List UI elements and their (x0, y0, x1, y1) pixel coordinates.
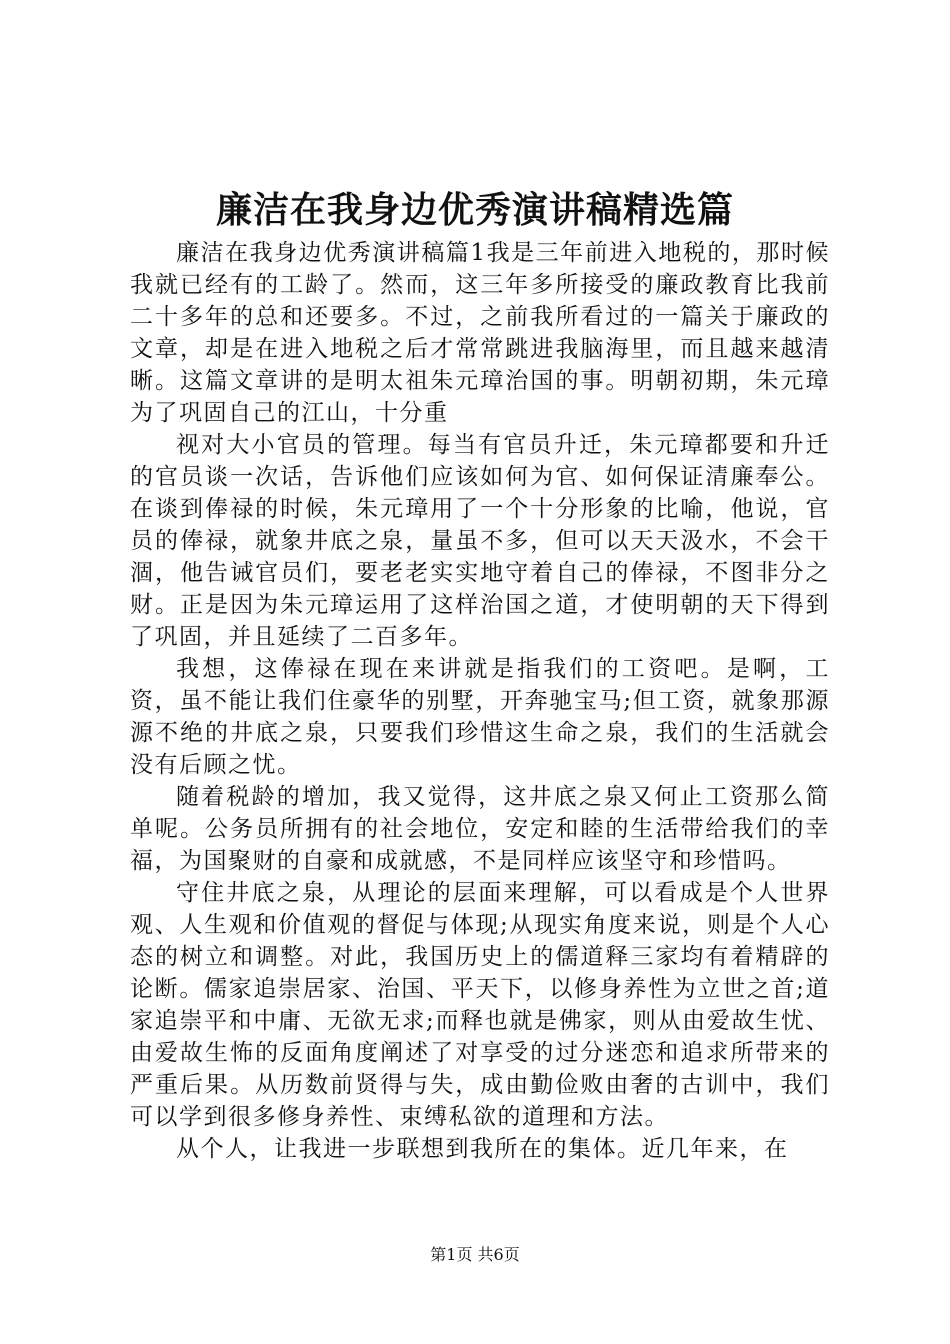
page-footer: 第1页 共6页 (430, 1245, 520, 1264)
document-title: 廉洁在我身边优秀演讲稿精选篇 (215, 189, 734, 231)
paragraph-1: 廉洁在我身边优秀演讲稿篇1我是三年前进入地税的，那时候我就已经有的工龄了。然而，这三年多所接受的廉政教育比我前二十多年的总和还要多。不过，之前我所看过的一篇关于廉政的文章，却是在进入地税之后才常常跳进我脑海里，而且越来越清晰。这篇文章讲的是明太祖朱元璋治国的事。明朝初期，朱元璋为了巩固自己的江山，十分重 (130, 240, 830, 426)
paragraph-6: 从个人，让我进一步联想到我所在的集体。近几年来，在 (176, 1136, 789, 1162)
paragraph-3: 我想，这俸禄在现在来讲就是指我们的工资吧。是啊，工资，虽不能让我们住豪华的别墅，开奔驰宝马;但工资，就象那源源不绝的井底之泉，只要我们珍惜这生命之泉，我们的生活就会没有后顾之忧。 (130, 656, 830, 778)
paragraph-5: 守住井底之泉，从理论的层面来理解，可以看成是个人世界观、人生观和价值观的督促与体现;从现实角度来说，则是个人心态的树立和调整。对此，我国历史上的儒道释三家均有着精辟的论断。儒家追崇居家、治国、平天下，以修身养性为立世之首;道家追崇平和中庸、无欲无求;而释也就是佛家，则从由爱故生忧、由爱故生怖的反面角度阐述了对享受的过分迷恋和追求所带来的严重后果。从历数前贤得与失，成由勤俭败由奢的古训中，我们可以学到很多修身养性、束缚私欲的道理和方法。 (130, 880, 830, 1130)
document-body (130, 237, 830, 1165)
paragraph-2: 视对大小官员的管理。每当有官员升迁，朱元璋都要和升迁的官员谈一次话，告诉他们应该如何为官、如何保证清廉奉公。在谈到俸禄的时候，朱元璋用了一个十分形象的比喻，他说，官员的俸禄，就象井底之泉，量虽不多，但可以天天汲水，不会干涸，他告诫官员们，要老老实实地守着自己的俸禄，不图非分之财。正是因为朱元璋运用了这样治国之道，才使明朝的天下得到了巩固，并且延续了二百多年。 (130, 432, 830, 650)
paragraph-4: 随着税龄的增加，我又觉得，这井底之泉又何止工资那么简单呢。公务员所拥有的社会地位，安定和睦的生活带给我们的幸福，为国聚财的自豪和成就感，不是同样应该坚守和珍惜吗。 (130, 784, 830, 874)
